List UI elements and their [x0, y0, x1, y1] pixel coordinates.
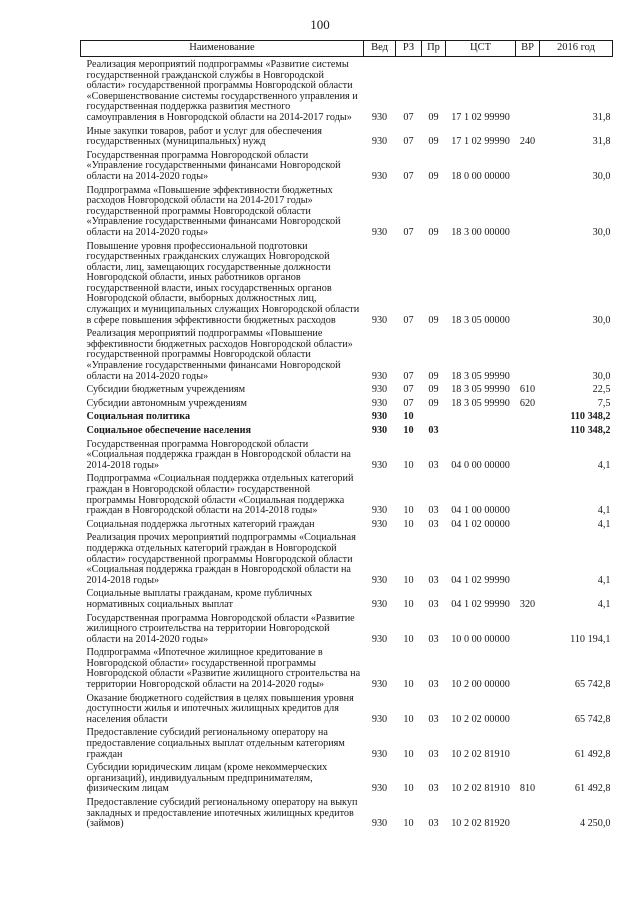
table-row: [81, 126, 613, 150]
table-row: [81, 532, 613, 588]
header-ved: Вед: [364, 41, 396, 57]
row-vr: [516, 473, 540, 518]
row-name: Социальная поддержка льготных категорий граждан: [86, 518, 315, 530]
row-cst: 10 2 02 81910: [451, 748, 510, 760]
row-name: Социальные выплаты гражданам, кроме публичных нормативных социальных выплат: [86, 588, 313, 610]
table-row: [81, 613, 613, 648]
row-pr: 03: [428, 598, 439, 610]
row-rz: 07: [403, 170, 414, 182]
row-cst: 04 1 00 00000: [451, 505, 510, 517]
row-amount: 4,1: [597, 505, 611, 517]
row-vr: [516, 328, 540, 384]
row-name: Оказание бюджетного содействия в целях повышения уровня доступности жилья и ипотечных жилищных кредитов для населения области: [86, 692, 354, 725]
row-name: Реализация прочих мероприятий подпрограммы «Социальная поддержка отдельных категорий граждан в Новгородской области» государственной программы Новгородской области «Социальная поддержка граждан в Новгородской области на 2014-2018 годы»: [86, 532, 356, 586]
header-pr: Пр: [422, 41, 446, 57]
row-ved: 930: [371, 425, 388, 436]
table-row: [81, 762, 613, 797]
row-vr: [516, 532, 540, 588]
row-amount: 4,1: [597, 574, 611, 586]
header-vr: ВР: [516, 41, 540, 57]
row-rz: 07: [403, 136, 414, 148]
row-amount: 61 492,8: [574, 783, 611, 795]
row-ved: 930: [371, 170, 388, 182]
row-ved: 930: [371, 783, 388, 795]
table-body: [81, 57, 613, 832]
row-pr: 03: [428, 574, 439, 586]
row-rz: 10: [403, 598, 414, 610]
table-row: [81, 439, 613, 474]
row-amount: 30,0: [592, 370, 611, 382]
header-rz: РЗ: [396, 41, 422, 57]
row-pr: 09: [428, 136, 439, 148]
row-vr: [516, 647, 540, 692]
row-ved: 930: [371, 226, 388, 238]
row-ved: 930: [371, 713, 388, 725]
row-name: Государственная программа Новгородской области «Управление государственными финансами Новгородской области на 2014-2020 годы»: [86, 149, 341, 182]
row-cst: [446, 411, 516, 425]
header-name: Наименование: [81, 41, 364, 57]
row-rz: 07: [403, 370, 414, 382]
row-vr: [516, 150, 540, 185]
row-amount: 22,5: [592, 384, 611, 396]
row-name: Повышение уровня профессиональной подготовки государственных гражданских служащих Новгородской области, лиц, замещающих государственные должности Новгородской области, иных работников органов государственной власти, иных государственных органов Новгородской области, выборных должностных лиц, служащих и муниципальных служащих Новгородской области в сфере повышения эффективности бюджетных расходов: [86, 240, 360, 326]
budget-table: [80, 40, 613, 832]
row-cst: 18 3 05 99990: [451, 397, 510, 409]
table-row: [81, 241, 613, 329]
table-row: [81, 411, 613, 425]
row-vr: 810: [519, 783, 536, 795]
row-vr: 610: [519, 384, 536, 396]
row-amount: 31,8: [592, 111, 611, 123]
row-cst: 10 0 00 00000: [451, 633, 510, 645]
row-amount: 110 194,1: [570, 633, 611, 645]
row-vr: [516, 439, 540, 474]
row-rz: 10: [403, 425, 414, 436]
row-rz: 10: [403, 633, 414, 645]
row-pr: 09: [428, 397, 439, 409]
row-pr: 09: [428, 314, 439, 326]
row-cst: 04 0 00 00000: [451, 459, 510, 471]
row-cst: 18 3 00 00000: [451, 226, 510, 238]
row-vr: [516, 693, 540, 728]
row-amount: 31,8: [592, 136, 611, 148]
row-amount: 30,0: [592, 314, 611, 326]
row-vr: [516, 411, 540, 425]
row-cst: 04 1 02 99990: [451, 598, 510, 610]
row-ved: 930: [371, 370, 388, 382]
row-name: Реализация мероприятий подпрограммы «Развитие системы государственной гражданской службы в Новгородской области» государственной программы Новгородской области «Совершенствование системы государственного управления и государственная поддержка развития местного самоуправления в Новгородской области на 2014-2017 годы»: [86, 59, 358, 123]
row-ved: 930: [371, 574, 388, 586]
row-pr: [422, 411, 446, 425]
row-rz: 07: [403, 314, 414, 326]
row-cst: 10 2 02 00000: [451, 713, 510, 725]
row-amount: 4,1: [597, 598, 611, 610]
row-vr: [516, 727, 540, 762]
row-amount: 30,0: [592, 170, 611, 182]
row-ved: 930: [371, 505, 388, 517]
row-rz: 10: [403, 505, 414, 517]
row-name: Подпрограмма «Социальная поддержка отдельных категорий граждан в Новгородской области» государственной программы Новгородской области «Социальная поддержка граждан в Новгородской области на 2014-2018 годы»: [86, 473, 354, 517]
row-cst: 10 2 02 81920: [451, 818, 510, 830]
table-row: [81, 693, 613, 728]
row-cst: 18 3 05 99990: [451, 384, 510, 396]
row-rz: 07: [403, 111, 414, 123]
row-cst: 17 1 02 99990: [451, 111, 510, 123]
row-rz: 10: [403, 574, 414, 586]
row-ved: 930: [371, 411, 388, 423]
row-cst: 18 3 05 00000: [451, 314, 510, 326]
row-pr: 03: [428, 783, 439, 795]
row-pr: 09: [428, 170, 439, 182]
row-rz: 07: [403, 384, 414, 396]
row-ved: 930: [371, 518, 388, 530]
row-vr: [516, 425, 540, 439]
row-rz: 10: [403, 411, 414, 423]
row-amount: 61 492,8: [574, 748, 611, 760]
row-ved: 930: [371, 633, 388, 645]
row-pr: 03: [428, 425, 439, 436]
row-vr: [516, 185, 540, 241]
row-amount: 7,5: [597, 397, 611, 409]
row-name: Государственная программа Новгородской области «Развитие жилищного строительства на территории Новгородской области на 2014-2020 годы»: [86, 612, 355, 645]
row-rz: 10: [403, 518, 414, 530]
row-cst: 10 2 00 00000: [451, 679, 510, 691]
row-rz: 07: [403, 226, 414, 238]
row-name: Предоставление субсидий региональному оператору на выкуп закладных и предоставление ипотечных жилищных кредитов (займов): [86, 797, 358, 830]
row-amount: 4,1: [597, 518, 611, 530]
row-cst: 10 2 02 81910: [451, 783, 510, 795]
row-vr: [516, 57, 540, 126]
table-row: [81, 57, 613, 126]
row-rz: 10: [403, 783, 414, 795]
row-vr: [516, 241, 540, 329]
table-row: [81, 185, 613, 241]
row-pr: 03: [428, 518, 439, 530]
row-cst: 18 3 05 99990: [451, 370, 510, 382]
row-pr: 03: [428, 713, 439, 725]
row-name: Субсидии бюджетным учреждениям: [86, 384, 246, 396]
row-amount: 65 742,8: [574, 713, 611, 725]
table-row: [81, 519, 613, 533]
row-ved: 930: [371, 136, 388, 148]
table-row: [81, 797, 613, 832]
row-cst: [446, 425, 516, 439]
row-amount: 30,0: [592, 226, 611, 238]
row-pr: 09: [428, 384, 439, 396]
header-year: 2016 год: [540, 41, 613, 57]
row-vr: [516, 613, 540, 648]
row-ved: 930: [371, 679, 388, 691]
row-amount: 65 742,8: [574, 679, 611, 691]
row-pr: 03: [428, 748, 439, 760]
row-name: Государственная программа Новгородской области «Социальная поддержка граждан в Новгородской области на 2014-2018 годы»: [86, 438, 351, 471]
row-ved: 930: [371, 111, 388, 123]
table-header: [81, 41, 613, 57]
row-vr: 240: [519, 136, 536, 148]
row-ved: 930: [371, 314, 388, 326]
row-pr: 03: [428, 818, 439, 830]
row-amount: 4,1: [597, 459, 611, 471]
row-pr: 09: [428, 226, 439, 238]
table-row: [81, 588, 613, 612]
row-rz: 10: [403, 459, 414, 471]
row-name: Подпрограмма «Повышение эффективности бюджетных расходов Новгородской области на 2014-2017 годы» государственной программы Новгородской области «Управление государственными финансами Новгородской области на 2014-2020 годы»: [86, 184, 341, 238]
row-cst: 04 1 02 99990: [451, 574, 510, 586]
row-name: Предоставление субсидий региональному оператору на предоставление социальных выплат отдельным категориям граждан: [86, 727, 345, 760]
row-vr: 620: [519, 397, 536, 409]
row-vr: [516, 797, 540, 832]
row-name: Реализация мероприятий подпрограммы «Повышение эффективности бюджетных расходов Новгородской области» государственной программы Новгородской области «Управление государственными финансами Новгородской области на 2014-2020 годы»: [86, 328, 353, 382]
row-cst: 17 1 02 99990: [451, 136, 510, 148]
row-ved: 930: [371, 459, 388, 471]
row-pr: 03: [428, 505, 439, 517]
table-row: [81, 150, 613, 185]
table-row: [81, 727, 613, 762]
row-ved: 930: [371, 384, 388, 396]
row-name: Подпрограмма «Ипотечное жилищное кредитование в Новгородской области» государственной программы Новгородской области «Развитие жилищного строительства на территории Новгородской области на 2014-2020 годы»: [86, 647, 361, 691]
row-cst: 04 1 02 00000: [451, 518, 510, 530]
table-row: [81, 425, 613, 439]
page-number: 100: [310, 17, 330, 32]
row-cst: 18 0 00 00000: [451, 170, 510, 182]
row-pr: 03: [428, 633, 439, 645]
table-row: [81, 328, 613, 384]
row-ved: 930: [371, 818, 388, 830]
row-name: Субсидии автономным учреждениям: [86, 397, 247, 409]
table-row: [81, 398, 613, 412]
row-name: Социальная политика: [86, 411, 191, 423]
table-row: [81, 473, 613, 518]
row-vr: 320: [519, 598, 536, 610]
row-amount: 110 348,2: [570, 411, 611, 423]
row-amount: 110 348,2: [570, 425, 611, 436]
table-row: [81, 647, 613, 692]
row-pr: 09: [428, 370, 439, 382]
row-rz: 07: [403, 397, 414, 409]
row-pr: 09: [428, 111, 439, 123]
row-ved: 930: [371, 598, 388, 610]
row-rz: 10: [403, 679, 414, 691]
row-amount: 4 250,0: [579, 818, 611, 830]
row-name: Социальное обеспечение населения: [86, 425, 252, 436]
row-name: Субсидии юридическим лицам (кроме некоммерческих организаций), индивидуальным предпринимателям, физическим лицам: [86, 762, 328, 795]
header-cst: ЦСТ: [446, 41, 516, 57]
row-ved: 930: [371, 748, 388, 760]
row-ved: 930: [371, 397, 388, 409]
row-rz: 10: [403, 713, 414, 725]
row-rz: 10: [403, 818, 414, 830]
row-pr: 03: [428, 459, 439, 471]
table-row: [81, 384, 613, 398]
row-vr: [516, 519, 540, 533]
row-name: Иные закупки товаров, работ и услуг для обеспечения государственных (муниципальных) нужд: [86, 125, 322, 148]
row-rz: 10: [403, 748, 414, 760]
row-pr: 03: [428, 679, 439, 691]
